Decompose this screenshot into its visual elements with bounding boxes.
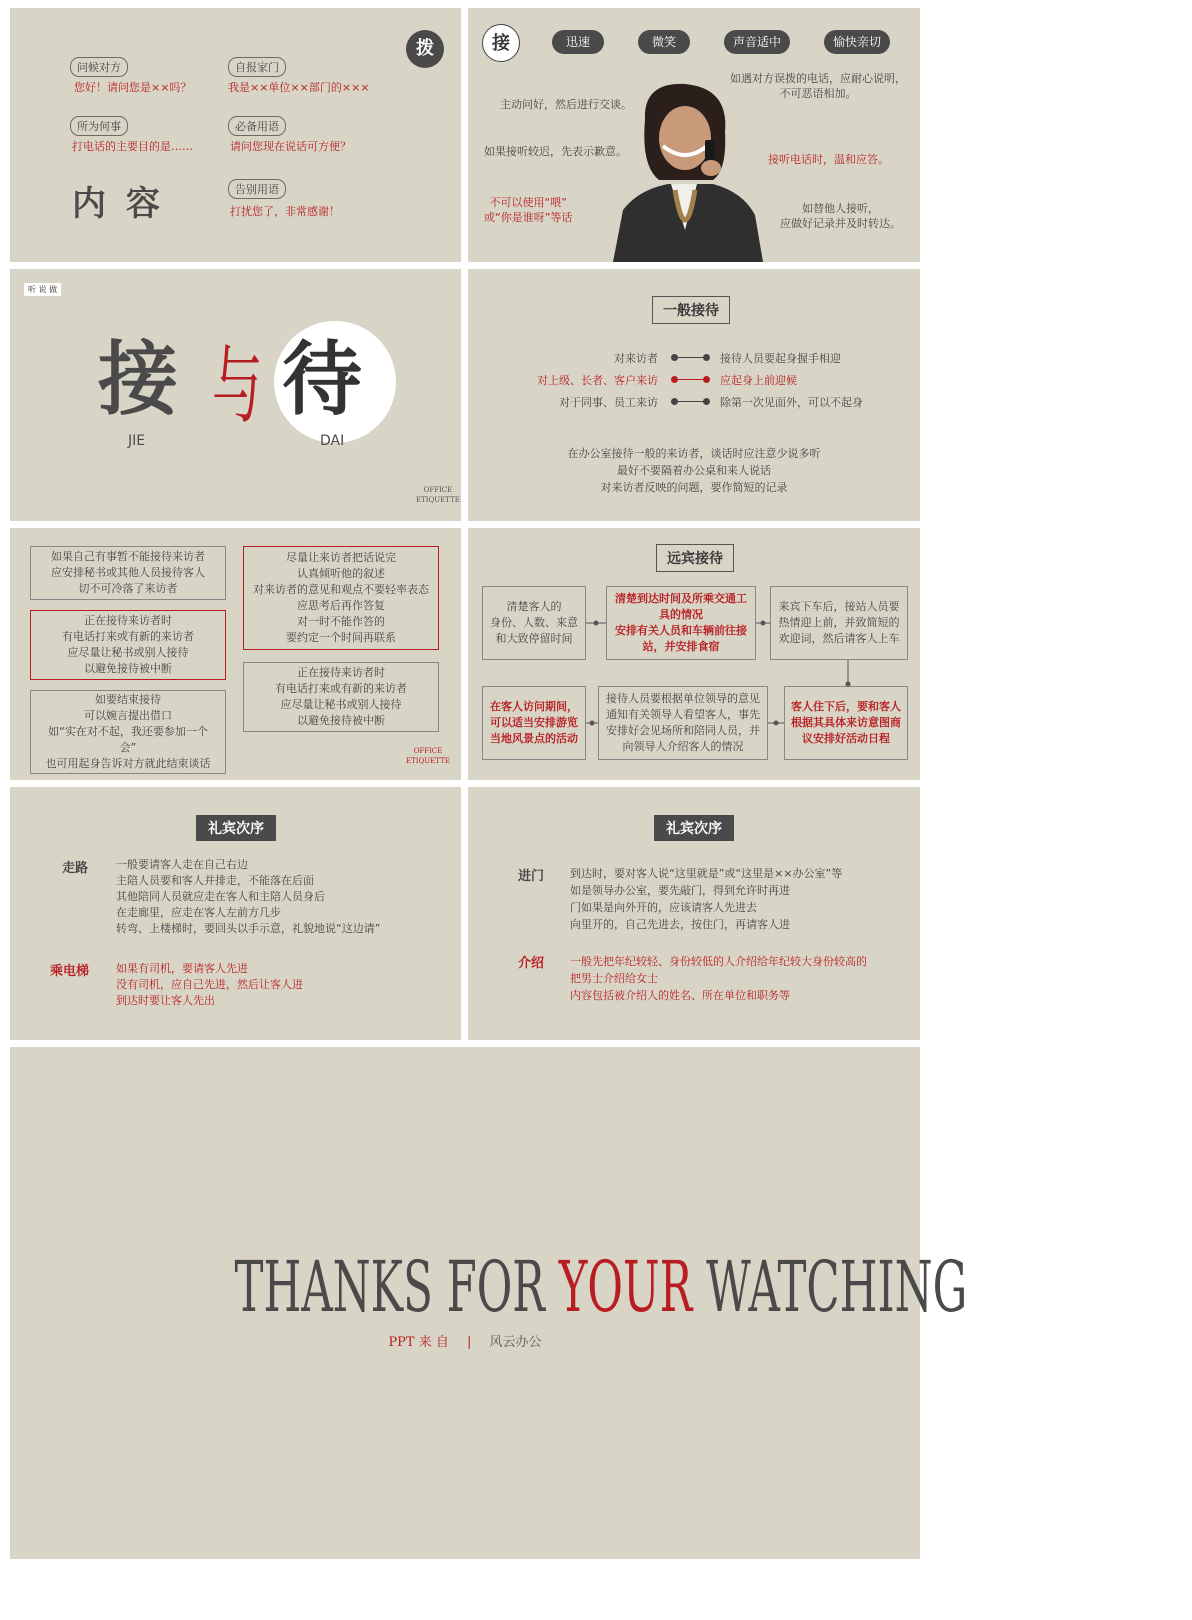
introduce-line2: 把男士介绍给女士 — [570, 972, 658, 985]
section-entering-lines — [570, 865, 842, 933]
tip4-line3: 对来访者的意见和观点不要轻率表态 — [253, 583, 429, 596]
tag-quick: 迅速 — [552, 30, 604, 54]
tag-listen-speak-do: 听 说 做 — [24, 283, 61, 296]
note-no-rude-line1: 不可以使用“喂” — [489, 196, 567, 209]
note-wrong-line2: 不可恶语相加。 — [779, 87, 857, 100]
footer-line1: OFFICE — [423, 486, 453, 494]
tip1-line2: 应安排秘书或其他人员接待客人 — [51, 566, 205, 579]
tip5-line4: 以避免接待被中断 — [297, 714, 385, 727]
step2-line4: 站，并安排食宿 — [642, 640, 720, 653]
label-introduce: 自报家门 — [228, 57, 286, 77]
entering-line1: 到达时，要对客人说“这里就是”或“这里是××办公室”等 — [570, 867, 843, 880]
note-proxy-line2: 应做好记录并及时转达。 — [780, 217, 901, 230]
step3-line1: 来宾下车后，接站人员要 — [778, 600, 900, 613]
walking-line4: 在走廊里，应走在客人左前方几步 — [116, 906, 281, 919]
badge-answer: 接 — [482, 24, 520, 62]
tip1-line3: 切不可冷落了来访者 — [78, 582, 178, 595]
note-delay: 如果接听较迟，先表示歉意。 — [484, 145, 627, 158]
row3-dot-left — [671, 398, 678, 405]
step1-line1: 清楚客人的 — [506, 600, 562, 613]
row1-dot-left — [671, 354, 678, 361]
introduce-line1: 一般先把年纪较轻、身份较低的人介绍给年纪较大身份较高的 — [570, 955, 867, 968]
step4-line3: 当地风景点的活动 — [490, 732, 578, 745]
step2-line1: 清楚到达时间及所乘交通工 — [615, 592, 747, 605]
step6-line1: 客人住下后，要和客人 — [791, 700, 901, 713]
step3-line3: 欢迎词，然后请客人上车 — [778, 632, 900, 645]
subtitle-brand: 风云办公 — [489, 1335, 542, 1350]
walking-line5: 转弯、上楼梯时，要回头以手示意，礼貌地说“这边请” — [116, 922, 381, 935]
pinyin-jie: JIE — [128, 433, 146, 449]
note-line3: 对来访者反映的问题，要作简短的记录 — [600, 481, 788, 494]
row2-connector — [674, 379, 706, 380]
tip-box-end — [30, 690, 226, 774]
row2-dot-right — [703, 376, 710, 383]
elevator-line2: 没有司机，应自己先进，然后让客人进 — [116, 978, 303, 991]
row2-dot-left — [671, 376, 678, 383]
tip4-line5: 对一时不能作答的 — [297, 615, 385, 628]
text-introduce: 我是××单位××部门的××× — [228, 81, 370, 94]
slide-reception-title — [10, 269, 461, 521]
tip2-line4: 以避免接待被中断 — [84, 662, 172, 675]
thanks-heading-text — [235, 1247, 968, 1327]
slide-general-reception — [468, 269, 920, 521]
tip2-line2: 有电话打来或有新的来访者 — [62, 630, 194, 643]
section-elevator-lines — [116, 961, 303, 1009]
tag-smile: 微笑 — [638, 30, 690, 54]
section-introduce-lines — [570, 953, 867, 1004]
slide-protocol-order-1 — [10, 787, 461, 1040]
slide-title: 礼宾次序 — [654, 815, 734, 841]
section-introduce-label: 介绍 — [518, 956, 545, 971]
slide-call-content — [10, 8, 461, 262]
tip5-line3: 应尽量让秘书或别人接待 — [280, 698, 402, 711]
tip2-line1: 正在接待来访者时 — [84, 614, 172, 627]
tip3-line5: 也可用起身告诉对方就此结束谈话 — [45, 757, 211, 770]
slide-thanks — [10, 1047, 968, 1559]
row1-left: 对来访者 — [614, 352, 658, 365]
label-phrases: 必备用语 — [228, 116, 286, 136]
label-farewell: 告别用语 — [228, 179, 286, 199]
step4-line1: 在客人访问期间， — [490, 700, 578, 713]
row1-connector — [674, 357, 706, 358]
tip-box-unavailable — [30, 546, 226, 600]
tip4-line1: 尽量让来访者把话说完 — [286, 551, 396, 564]
char-yu: 与 — [212, 337, 263, 435]
tip3-line1: 如要结束接待 — [95, 693, 161, 706]
thanks-word-3: WATCHING — [692, 1246, 968, 1328]
subtitle-separator: | — [467, 1335, 472, 1350]
row3-dot-right — [703, 398, 710, 405]
elevator-line1: 如果有司机，要请客人先进 — [116, 962, 248, 975]
tip4-line6: 要约定一个时间再联系 — [286, 631, 396, 644]
row3-connector — [674, 401, 706, 402]
walking-line1: 一般要请客人走在自己右边 — [116, 858, 248, 871]
slide-distant-guest — [468, 528, 920, 780]
note-line2: 最好不要隔着办公桌和来人说话 — [617, 464, 771, 477]
slide-title: 一般接待 — [652, 296, 730, 324]
note-no-rude-line2: 或“你是谁呀”等话 — [484, 211, 573, 224]
note-line1: 在办公室接待一般的来访者，谈话时应注意少说多听 — [567, 447, 821, 460]
row1-right: 接待人员要起身握手相迎 — [720, 352, 841, 365]
thanks-subtitle — [10, 1331, 920, 1350]
tag-friendly: 愉快亲切 — [824, 30, 890, 54]
slide-title: 远宾接待 — [656, 544, 734, 572]
section-entering-label: 进门 — [518, 869, 545, 884]
step6-line2: 根据其具体来访意图商 — [791, 716, 901, 729]
slide-answer-phone — [468, 8, 920, 262]
tip3-line3: 如“实在对不起，我还要参加一个 — [48, 725, 208, 738]
footer-line1: OFFICE — [413, 747, 443, 755]
tip2-line3: 应尽量让秘书或别人接待 — [67, 646, 189, 659]
slide-protocol-order-2 — [468, 787, 920, 1040]
tip4-line2: 认真倾听他的叙述 — [297, 567, 385, 580]
pinyin-dai: DAI — [320, 433, 345, 449]
note-no-rude — [484, 195, 572, 225]
tip3-line2: 可以婉言提出借口 — [84, 709, 172, 722]
note-proxy — [780, 201, 901, 231]
step2-line3: 安排有关人员和车辆前往接 — [615, 624, 747, 637]
introduce-line3: 内容包括被介绍人的姓名、所在单位和职务等 — [570, 989, 790, 1002]
step5-line1: 接待人员要根据单位领导的意见 — [606, 692, 760, 705]
row3-left: 对于同事、员工来访 — [559, 396, 658, 409]
row2-right: 应起身上前迎候 — [720, 374, 797, 387]
note-wrong-number — [730, 71, 906, 101]
thanks-word-1: THANKS FOR — [234, 1246, 559, 1328]
char-jie: 接 — [98, 333, 178, 426]
tip3-line4: 会” — [119, 741, 137, 754]
badge-dial: 拨 — [406, 30, 444, 68]
slide-reception-tips — [10, 528, 461, 780]
tip1-line1: 如果自己有事暂不能接待来访者 — [51, 550, 205, 563]
elevator-line3: 到达时要让客人先出 — [116, 994, 215, 1007]
step1-line2: 身份、人数、来意 — [490, 616, 578, 629]
note-wrong-line1: 如遇对方误拨的电话，应耐心说明， — [730, 72, 906, 85]
tag-volume: 声音适中 — [724, 30, 790, 54]
step5-line3: 安排好会见场所和陪同人员，并 — [606, 724, 760, 737]
text-purpose: 打电话的主要目的是…… — [72, 140, 193, 153]
step3-line2: 热情迎上前，并致简短的 — [778, 616, 900, 629]
tip5-line2: 有电话打来或有新的来访者 — [275, 682, 407, 695]
entering-line2: 如是领导办公室，要先敲门，得到允许时再进 — [570, 884, 790, 897]
step5-line4: 向领导人介绍客人的情况 — [622, 740, 744, 753]
step5-line2: 通知有关领导人看望客人，事先 — [606, 708, 760, 721]
thanks-word-your: YOUR — [558, 1246, 693, 1328]
row3-right: 除第一次见面外，可以不起身 — [720, 396, 863, 409]
tip-box-listen — [243, 546, 439, 650]
section-elevator-label: 乘电梯 — [50, 964, 90, 979]
entering-line3: 门如果是向外开的，应该请客人先进去 — [570, 901, 757, 914]
section-walking-label: 走路 — [62, 861, 89, 876]
text-phrases: 请问您现在说话可方便？ — [230, 140, 351, 153]
row1-dot-right — [703, 354, 710, 361]
entering-line4: 向里开的，自己先进去，按住门，再请客人进 — [570, 918, 790, 931]
tip5-line1: 正在接待来访者时 — [297, 666, 385, 679]
footer-line2: ETIQUETTE — [406, 757, 450, 765]
tip4-line4: 应思考后再作答复 — [297, 599, 385, 612]
general-notes — [468, 445, 920, 496]
row2-left: 对上级、长者、客户来访 — [537, 374, 658, 387]
slide-title: 礼宾次序 — [196, 815, 276, 841]
walking-line2: 主陪人员要和客人并排走，不能落在后面 — [116, 874, 314, 887]
label-greeting: 问候对方 — [70, 57, 128, 77]
note-greet: 主动问好，然后进行交谈。 — [500, 98, 632, 111]
text-farewell: 打扰您了，非常感谢！ — [230, 205, 340, 218]
char-dai: 待 — [282, 333, 362, 426]
subtitle-from: PPT 来 自 — [388, 1335, 449, 1350]
footer-line2: ETIQUETTE — [416, 496, 460, 504]
footer-office-etiquette — [416, 485, 460, 505]
text-greeting: 您好！请问您是××吗？ — [74, 81, 192, 94]
label-purpose: 所为何事 — [70, 116, 128, 136]
tip-box-interrupt — [30, 610, 226, 680]
section-walking-lines — [116, 857, 380, 937]
thanks-heading — [10, 1246, 968, 1328]
step6-line3: 议安排好活动日程 — [802, 732, 890, 745]
step1-line3: 和大致停留时间 — [495, 632, 573, 645]
walking-line3: 其他陪同人员就应走在客人和主陪人员身后 — [116, 890, 325, 903]
flow-connectors — [468, 528, 920, 780]
step4-line2: 可以适当安排游览 — [490, 716, 578, 729]
note-warm: 接听电话时，温和应答。 — [768, 153, 889, 166]
tip-box-interrupt-2 — [243, 662, 439, 732]
slide-title: 内 容 — [72, 184, 164, 224]
step2-line2: 具的情况 — [659, 608, 703, 621]
note-proxy-line1: 如替他人接听， — [802, 202, 879, 215]
footer-office-etiquette — [406, 746, 450, 766]
